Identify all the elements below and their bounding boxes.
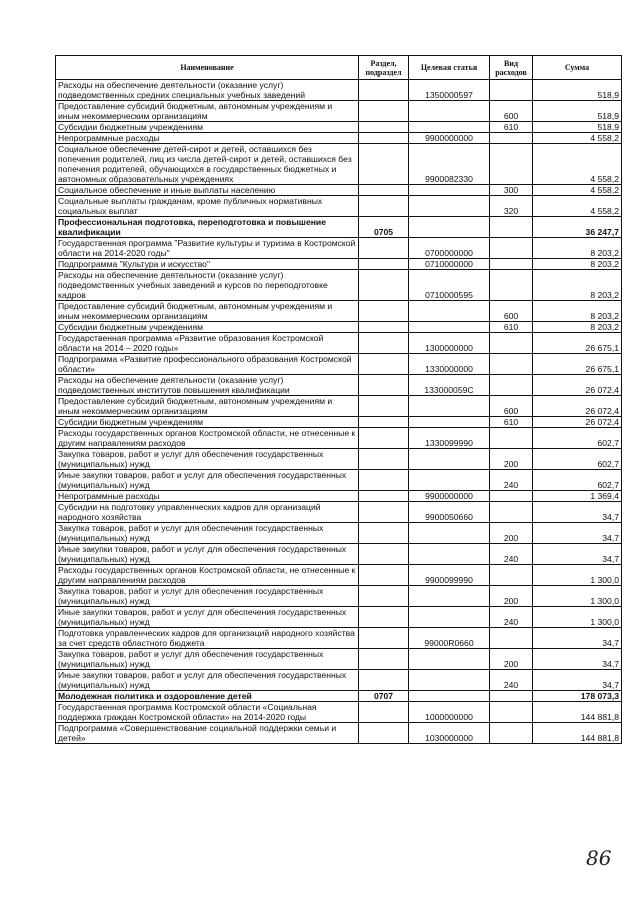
table-row — [56, 259, 622, 270]
row-expense — [490, 428, 533, 449]
row-name: Социальное обеспечение и иные выплаты населению — [56, 185, 359, 196]
row-expense: 600 — [490, 301, 533, 322]
row-name: Иные закупки товаров, работ и услуг для обеспечения государственных (муниципальных) нужд — [56, 607, 359, 628]
row-target — [409, 101, 490, 122]
row-sum: 144 881,8 — [533, 723, 622, 744]
row-target — [409, 122, 490, 133]
table-row — [56, 238, 622, 259]
table-row — [56, 217, 622, 238]
row-section — [359, 396, 409, 417]
row-name: Непрограммные расходы — [56, 491, 359, 502]
row-name: Субсидии бюджетным учреждениям — [56, 322, 359, 333]
row-expense: 610 — [490, 417, 533, 428]
row-target: 9900000000 — [409, 491, 490, 502]
row-target — [409, 670, 490, 691]
row-section: 0705 — [359, 217, 409, 238]
table-row — [56, 723, 622, 744]
row-sum: 1 300,0 — [533, 586, 622, 607]
row-target — [409, 417, 490, 428]
row-expense: 240 — [490, 470, 533, 491]
table-row — [56, 301, 622, 322]
table-row — [56, 628, 622, 649]
row-expense: 300 — [490, 185, 533, 196]
row-section — [359, 196, 409, 217]
table-row — [56, 428, 622, 449]
row-section — [359, 301, 409, 322]
row-expense — [490, 691, 533, 702]
table-row — [56, 396, 622, 417]
row-expense — [490, 217, 533, 238]
row-name: Закупка товаров, работ и услуг для обеспечения государственных (муниципальных) нужд — [56, 649, 359, 670]
table-row — [56, 523, 622, 544]
row-name: Предоставление субсидий бюджетным, автономным учреждениям и иным некоммерческим организациям — [56, 301, 359, 322]
row-expense — [490, 270, 533, 301]
row-name: Молодежная политика и оздоровление детей — [56, 691, 359, 702]
row-name: Подпрограмма «Развитие профессионального образования Костромской области» — [56, 354, 359, 375]
row-section — [359, 502, 409, 523]
row-expense: 610 — [490, 322, 533, 333]
row-section — [359, 523, 409, 544]
row-target: 0710000000 — [409, 259, 490, 270]
row-target: 9900099990 — [409, 565, 490, 586]
table-row — [56, 122, 622, 133]
row-section — [359, 133, 409, 144]
row-section — [359, 491, 409, 502]
row-name: Подготовка управленческих кадров для организаций народного хозяйства за счет средств областного бюджета — [56, 628, 359, 649]
row-name: Расходы на обеспечение деятельности (оказание услуг) подведомственных средних специальных учебных заведений — [56, 80, 359, 101]
row-target — [409, 196, 490, 217]
row-expense — [490, 333, 533, 354]
row-section — [359, 449, 409, 470]
row-expense: 240 — [490, 544, 533, 565]
page-number: 86 — [586, 846, 612, 870]
row-section — [359, 375, 409, 396]
row-name: Субсидии на подготовку управленческих кадров для организаций народного хозяйства — [56, 502, 359, 523]
row-expense — [490, 80, 533, 101]
table-row — [56, 607, 622, 628]
row-section — [359, 670, 409, 691]
row-sum: 4 558,2 — [533, 185, 622, 196]
row-sum: 8 203,2 — [533, 322, 622, 333]
row-name: Закупка товаров, работ и услуг для обеспечения государственных (муниципальных) нужд — [56, 523, 359, 544]
table-row — [56, 375, 622, 396]
row-target: 1330099990 — [409, 428, 490, 449]
table-row — [56, 133, 622, 144]
row-target — [409, 691, 490, 702]
row-target — [409, 185, 490, 196]
row-target: 1300000000 — [409, 333, 490, 354]
row-expense — [490, 375, 533, 396]
row-target — [409, 523, 490, 544]
row-sum: 144 881,8 — [533, 702, 622, 723]
table-row — [56, 270, 622, 301]
row-sum: 26 072,4 — [533, 417, 622, 428]
row-section — [359, 144, 409, 185]
row-name: Субсидии бюджетным учреждениям — [56, 122, 359, 133]
row-section — [359, 101, 409, 122]
row-sum: 36 247,7 — [533, 217, 622, 238]
row-name: Закупка товаров, работ и услуг для обеспечения государственных (муниципальных) нужд — [56, 449, 359, 470]
row-sum: 26 072,4 — [533, 375, 622, 396]
row-sum: 34,7 — [533, 628, 622, 649]
row-sum: 26 675,1 — [533, 333, 622, 354]
row-section — [359, 544, 409, 565]
table-row — [56, 333, 622, 354]
row-expense — [490, 259, 533, 270]
row-sum: 602,7 — [533, 470, 622, 491]
row-expense — [490, 723, 533, 744]
table-row — [56, 470, 622, 491]
header-target: Целевая статья — [409, 56, 490, 80]
table-row — [56, 196, 622, 217]
row-expense — [490, 144, 533, 185]
row-name: Предоставление субсидий бюджетным, автономным учреждениям и иным некоммерческим организациям — [56, 396, 359, 417]
row-sum: 518,9 — [533, 101, 622, 122]
row-section — [359, 417, 409, 428]
row-expense: 600 — [490, 101, 533, 122]
row-name: Государственная программа «Развитие образования Костромской области на 2014 – 2020 годы» — [56, 333, 359, 354]
row-expense: 320 — [490, 196, 533, 217]
table-row — [56, 144, 622, 185]
row-section — [359, 354, 409, 375]
row-section — [359, 238, 409, 259]
table-row — [56, 565, 622, 586]
header-name: Наименование — [56, 56, 359, 80]
row-target — [409, 301, 490, 322]
row-sum: 602,7 — [533, 428, 622, 449]
row-sum: 1 300,0 — [533, 607, 622, 628]
row-target — [409, 217, 490, 238]
budget-table — [55, 55, 622, 744]
table-row — [56, 586, 622, 607]
row-sum: 178 073,3 — [533, 691, 622, 702]
row-target — [409, 607, 490, 628]
row-sum: 518,9 — [533, 122, 622, 133]
row-expense — [490, 354, 533, 375]
row-expense — [490, 238, 533, 259]
row-sum: 1 369,4 — [533, 491, 622, 502]
table-row — [56, 101, 622, 122]
row-section — [359, 470, 409, 491]
row-sum: 34,7 — [533, 523, 622, 544]
row-target: 9900000000 — [409, 133, 490, 144]
row-expense: 240 — [490, 607, 533, 628]
row-target: 1030000000 — [409, 723, 490, 744]
row-section — [359, 322, 409, 333]
row-sum: 4 558,2 — [533, 144, 622, 185]
row-expense — [490, 628, 533, 649]
row-name: Закупка товаров, работ и услуг для обеспечения государственных (муниципальных) нужд — [56, 586, 359, 607]
table-body — [56, 80, 622, 744]
row-target: 9900050660 — [409, 502, 490, 523]
row-name: Расходы государственных органов Костромской области, не отнесенные к другим направлениям расходов — [56, 428, 359, 449]
row-expense: 200 — [490, 586, 533, 607]
row-section — [359, 586, 409, 607]
row-expense: 200 — [490, 649, 533, 670]
table-row — [56, 322, 622, 333]
row-name: Профессиональная подготовка, переподготовка и повышение квалификации — [56, 217, 359, 238]
row-target — [409, 586, 490, 607]
row-name: Непрограммные расходы — [56, 133, 359, 144]
row-target: 9900082330 — [409, 144, 490, 185]
row-sum: 34,7 — [533, 544, 622, 565]
header-section: Раздел, подраздел — [359, 56, 409, 80]
table-row — [56, 449, 622, 470]
row-name: Государственная программа "Развитие культуры и туризма в Костромской области на 2014-2020 годы" — [56, 238, 359, 259]
table-row — [56, 80, 622, 101]
row-sum: 8 203,2 — [533, 238, 622, 259]
header-sum: Сумма — [533, 56, 622, 80]
row-target — [409, 322, 490, 333]
row-sum: 518,9 — [533, 80, 622, 101]
row-section — [359, 607, 409, 628]
row-target — [409, 544, 490, 565]
row-section — [359, 565, 409, 586]
row-expense — [490, 133, 533, 144]
row-sum: 1 300,0 — [533, 565, 622, 586]
row-sum: 4 558,2 — [533, 133, 622, 144]
row-sum: 34,7 — [533, 649, 622, 670]
row-section — [359, 270, 409, 301]
row-target — [409, 396, 490, 417]
row-expense: 610 — [490, 122, 533, 133]
table-row — [56, 417, 622, 428]
row-expense — [490, 565, 533, 586]
header-expense: Вид расходов — [490, 56, 533, 80]
table-header — [56, 56, 622, 80]
row-sum: 4 558,2 — [533, 196, 622, 217]
row-sum: 34,7 — [533, 670, 622, 691]
row-target: 1330000000 — [409, 354, 490, 375]
row-expense — [490, 702, 533, 723]
row-sum: 26 072,4 — [533, 396, 622, 417]
row-sum: 8 203,2 — [533, 270, 622, 301]
row-section — [359, 259, 409, 270]
row-section — [359, 723, 409, 744]
row-sum: 8 203,2 — [533, 259, 622, 270]
table-row — [56, 670, 622, 691]
row-section — [359, 628, 409, 649]
row-name: Государственная программа Костромской области «Социальная поддержка граждан Костромской области» на 2014-2020 годы — [56, 702, 359, 723]
row-target: 1350000597 — [409, 80, 490, 101]
row-name: Расходы государственных органов Костромской области, не отнесенные к другим направлениям расходов — [56, 565, 359, 586]
row-section — [359, 185, 409, 196]
row-name: Подпрограмма «Совершенствование социальной поддержки семьи и детей» — [56, 723, 359, 744]
row-target: 0700000000 — [409, 238, 490, 259]
row-name: Социальные выплаты гражданам, кроме публичных нормативных социальных выплат — [56, 196, 359, 217]
row-section — [359, 428, 409, 449]
row-name: Социальное обеспечение детей-сирот и детей, оставшихся без попечения родителей, лиц из числа детей-сирот и детей, оставшихся без попечения родителей, обучающихся в государственных бюджетных и автономных образовательных учреждениях — [56, 144, 359, 185]
table-row — [56, 544, 622, 565]
row-target: 1000000000 — [409, 702, 490, 723]
row-expense: 200 — [490, 449, 533, 470]
row-section — [359, 702, 409, 723]
row-section — [359, 333, 409, 354]
table-row — [56, 691, 622, 702]
table-row — [56, 502, 622, 523]
table-row — [56, 702, 622, 723]
row-section — [359, 649, 409, 670]
row-target — [409, 449, 490, 470]
row-name: Расходы на обеспечение деятельности (оказание услуг) подведомственных учебных заведений и курсов по переподготовке кадров — [56, 270, 359, 301]
row-target: 0710000595 — [409, 270, 490, 301]
row-section: 0707 — [359, 691, 409, 702]
row-target: 99000R0660 — [409, 628, 490, 649]
table-row — [56, 649, 622, 670]
row-expense: 200 — [490, 523, 533, 544]
row-sum: 8 203,2 — [533, 301, 622, 322]
row-section — [359, 122, 409, 133]
row-sum: 26 675,1 — [533, 354, 622, 375]
row-name: Подпрограмма "Культура и искусство" — [56, 259, 359, 270]
row-name: Иные закупки товаров, работ и услуг для обеспечения государственных (муниципальных) нужд — [56, 670, 359, 691]
table-row — [56, 354, 622, 375]
row-expense — [490, 491, 533, 502]
row-expense: 600 — [490, 396, 533, 417]
row-name: Предоставление субсидий бюджетным, автономным учреждениям и иным некоммерческим организациям — [56, 101, 359, 122]
row-target — [409, 470, 490, 491]
row-expense: 240 — [490, 670, 533, 691]
row-sum: 34,7 — [533, 502, 622, 523]
row-expense — [490, 502, 533, 523]
row-name: Субсидии бюджетным учреждениям — [56, 417, 359, 428]
row-name: Иные закупки товаров, работ и услуг для обеспечения государственных (муниципальных) нужд — [56, 544, 359, 565]
row-sum: 602,7 — [533, 449, 622, 470]
table-row — [56, 491, 622, 502]
row-target — [409, 649, 490, 670]
row-target: 133000059С — [409, 375, 490, 396]
table-row — [56, 185, 622, 196]
row-name: Иные закупки товаров, работ и услуг для обеспечения государственных (муниципальных) нужд — [56, 470, 359, 491]
row-name: Расходы на обеспечение деятельности (оказание услуг) подведомственных институтов повышения квалификации — [56, 375, 359, 396]
row-section — [359, 80, 409, 101]
